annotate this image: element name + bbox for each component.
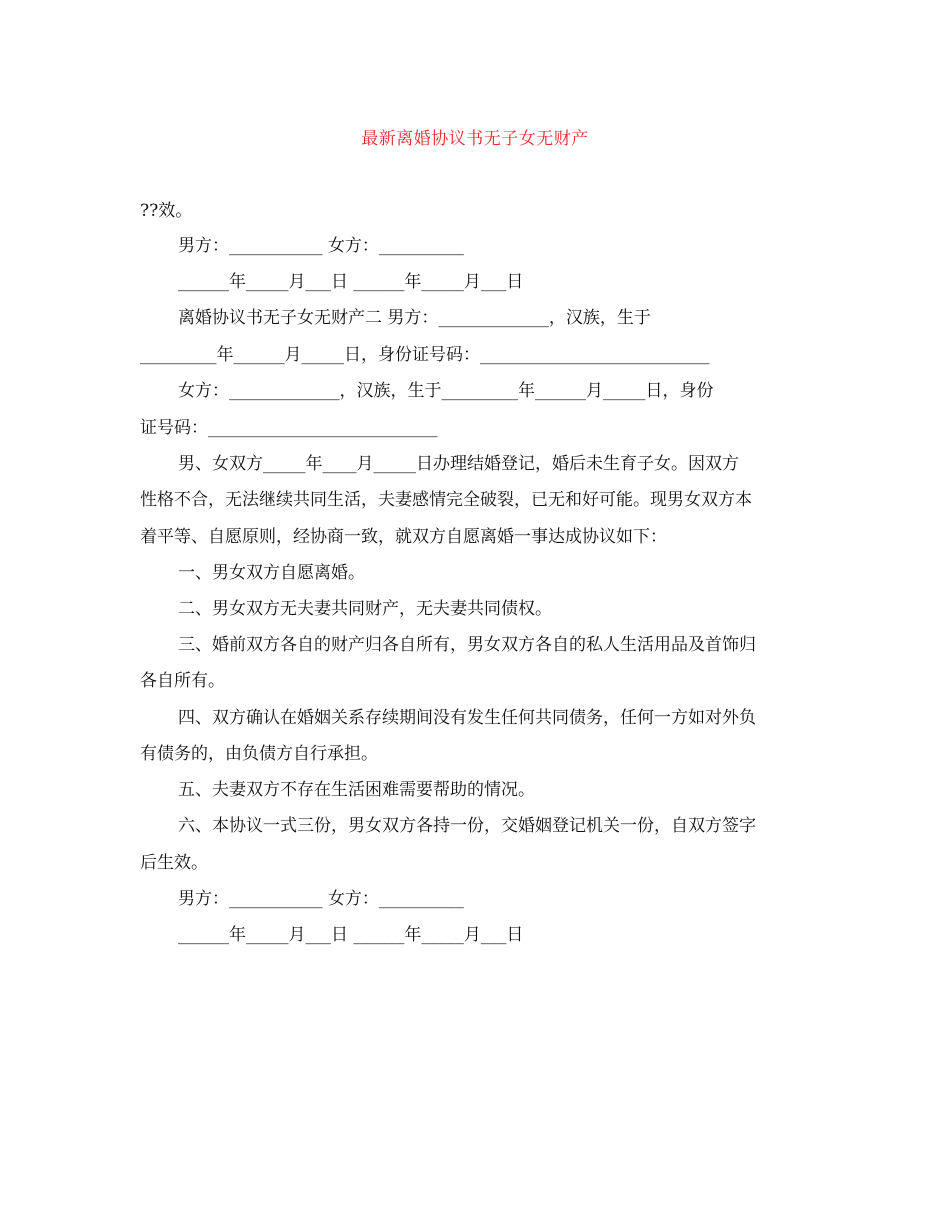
date-line: ______年_____月___日 ______年_____月___日 xyxy=(178,272,524,292)
clause-line: 各自所有。 xyxy=(140,671,225,691)
clause-line: 二、男女双方无夫妻共同财产，无夫妻共同债权。 xyxy=(178,599,552,619)
text-line: 女方：_____________，汉族，生于_________年______月_____日，身份 xyxy=(178,381,714,401)
document-title: 最新离婚协议书无子女无财产 xyxy=(361,129,589,149)
clause-line: 一、男女双方自愿离婚。 xyxy=(178,563,365,583)
clause-line: 三、婚前双方各自的财产归各自所有，男女双方各自的私人生活用品及首饰归 xyxy=(178,635,756,655)
text-line: _________年______月_____日，身份证号码：___________________________ xyxy=(140,345,710,365)
text-line: ??效。 xyxy=(140,201,193,221)
paragraph-line: 男、女双方_____年____月_____日办理结婚登记，婚后未生育子女。因双方 xyxy=(178,454,739,474)
signature-line: 男方：___________ 女方：__________ xyxy=(178,236,464,256)
text-line: 证号码：___________________________ xyxy=(140,418,438,438)
clause-line: 四、双方确认在婚姻关系存续期间没有发生任何共同债务，任何一方如对外负 xyxy=(178,708,756,728)
clause-line: 有债务的，由负债方自行承担。 xyxy=(140,744,378,764)
signature-line: 男方：___________ 女方：__________ xyxy=(178,889,464,909)
paragraph-line: 性格不合，无法继续共同生活，夫妻感情完全破裂，已无和好可能。现男女双方本 xyxy=(140,490,752,510)
section-heading-line: 离婚协议书无子女无财产二 男方：_____________，汉族，生于 xyxy=(178,308,651,328)
paragraph-line: 着平等、自愿原则，经协商一致，就双方自愿离婚一事达成协议如下： xyxy=(140,527,667,547)
clause-line: 六、本协议一式三份，男女双方各持一份，交婚姻登记机关一份，自双方签字 xyxy=(178,816,756,836)
clause-line: 五、夫妻双方不存在生活困难需要帮助的情况。 xyxy=(178,780,535,800)
clause-line: 后生效。 xyxy=(140,853,208,873)
date-line: ______年_____月___日 ______年_____月___日 xyxy=(178,925,524,945)
